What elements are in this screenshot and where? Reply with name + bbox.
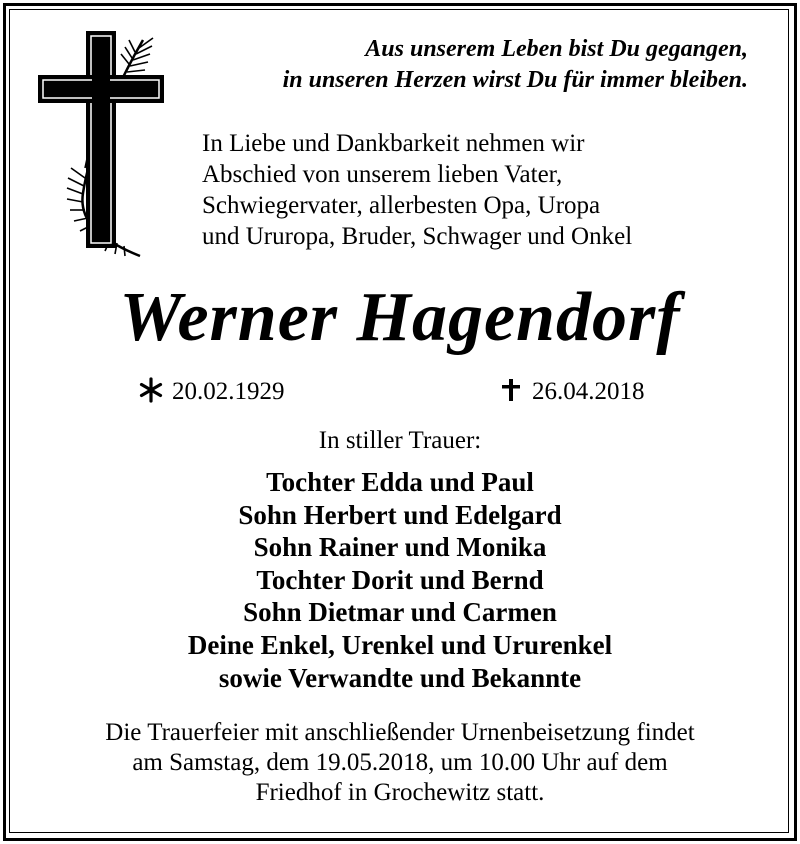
intro-line: und Ururopa, Bruder, Schwager und Onkel	[202, 223, 633, 250]
deceased-name: Werner Hagendorf	[119, 279, 681, 356]
motto-line-1: Aus unserem Leben bist Du gegangen,	[365, 36, 748, 62]
list-item: Sohn Herbert und Edelgard	[238, 499, 562, 530]
motto	[283, 34, 748, 96]
intro-line: In Liebe und Dankbarkeit nehmen wir	[202, 130, 585, 157]
service-line: am Samstag, dem 19.05.2018, um 10.00 Uhr auf dem	[132, 749, 668, 776]
death-date-block	[498, 377, 645, 407]
list-item: Tochter Edda und Paul	[266, 467, 534, 497]
list-item: Sohn Rainer und Monika	[253, 532, 547, 563]
intro-line: Abschied von unserem lieben Vater,	[202, 161, 563, 188]
intro-line: Schwiegervater, allerbesten Opa, Uropa	[202, 192, 601, 219]
service-line: Die Trauerfeier mit anschließender Urnenbeisetzung findet	[105, 719, 695, 746]
motto-line-2: in unseren Herzen wirst Du für immer bleiben.	[282, 67, 748, 93]
list-item: Deine Enkel, Urenkel und Ururenkel	[187, 629, 613, 660]
service-info	[0, 718, 800, 808]
list-item: Sohn Dietmar und Carmen	[243, 597, 557, 628]
asterisk-icon	[138, 377, 164, 403]
list-item: sowie Verwandte und Bekannte	[218, 662, 582, 693]
birth-date-block	[138, 377, 285, 407]
list-item: Tochter Dorit und Bernd	[256, 564, 544, 595]
cross-with-palm-branch-icon	[35, 28, 165, 263]
service-line: Friedhof in Grochewitz statt.	[255, 779, 545, 806]
family-list	[0, 466, 800, 694]
birth-date: 20.02.1929	[172, 378, 285, 405]
cross-icon	[498, 377, 524, 403]
death-date: 26.04.2018	[532, 378, 645, 405]
intro-text	[202, 128, 632, 252]
mourning-heading: In stiller Trauer:	[318, 427, 482, 454]
